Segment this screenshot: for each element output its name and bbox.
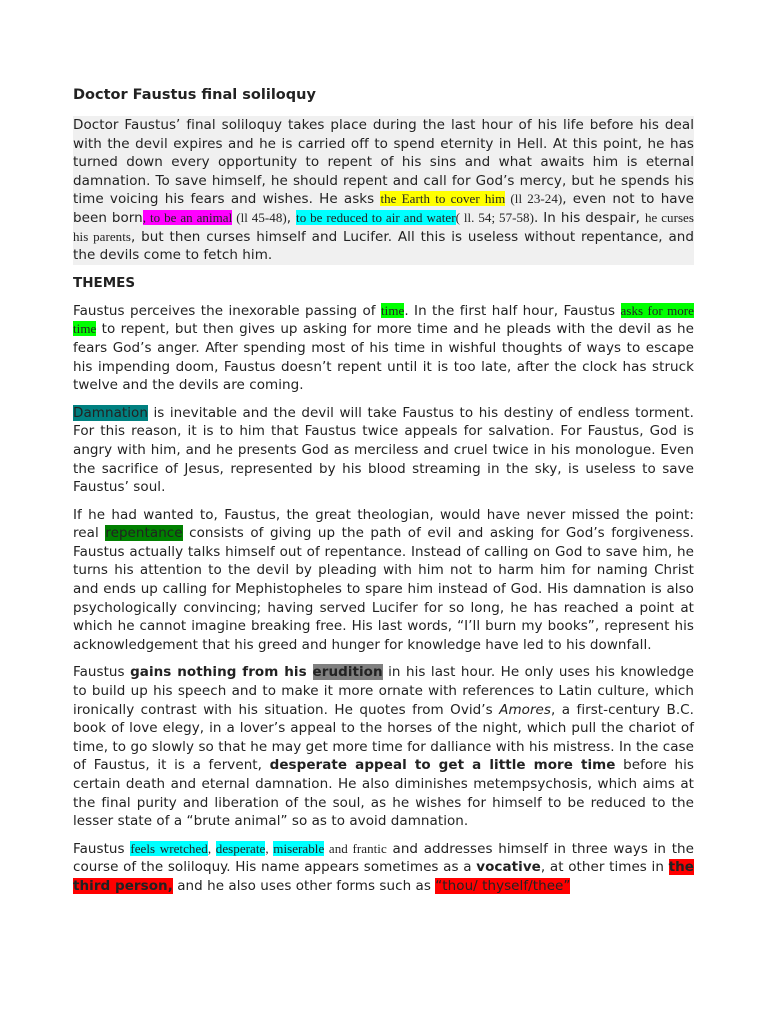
curses-parents: he curses his parents (73, 209, 694, 244)
document-title: Doctor Faustus final soliloquy (73, 87, 316, 103)
intro-text: , even not to have been born (73, 191, 695, 226)
line-ref: (ll 45-48) (232, 209, 287, 225)
theme-address-paragraph (73, 840, 694, 896)
intro-text: Doctor Faustus’ final soliloquy takes place during the last hour of his life before his deal with the devil expires and he is carried off to spend eternity in Hell. At this point, he has turned down every opportunity to repent of his sins and what awaits him is eternal damnation. To save himself, he should repent and call for God’s mercy, but he spends his time voicing his fears and wishes. He asks (73, 117, 694, 208)
highlight-miserable: miserable (273, 840, 325, 856)
bold-vocative: vocative (476, 859, 541, 876)
body-text: , at other times in (540, 859, 669, 876)
body-text: and he also uses other forms such as (172, 877, 436, 894)
highlight-animal: , to be an animal (142, 209, 233, 225)
frantic-text: and frantic (324, 840, 387, 856)
highlight-air: to be reduced to air and water (296, 209, 456, 225)
body-text: to repent, but then gives up asking for more time and he pleads with the devil as he fears God’s anger. After spending most of his time in wishful thoughts of ways to escape his impending doom, Faustus doesn’t repent until it is too late, after the clock has struck twelve and the devils are coming. (73, 321, 694, 394)
body-text: , a first-century B.C. book of love elegy, in a lover’s appeal to the horses of the night, which pull the chariot of time, to go slowly so that he may get more time for dalliance with his mistress. In the case of Faustus, it is a fervent, (73, 701, 694, 774)
theme-erudition-paragraph (73, 663, 694, 830)
body-text: . In the first half hour, Faustus (404, 302, 621, 319)
highlight-third-person: the third person, (73, 859, 694, 894)
highlight-desperate: desperate (215, 840, 266, 856)
bold-gains-nothing: gains nothing from his (130, 664, 313, 681)
highlight-erudition: erudition (312, 664, 383, 681)
body-text: and addresses himself in three ways in the course of the soliloquy. His name appears sometimes as a (73, 840, 695, 876)
highlight-earth: the Earth to cover him (380, 191, 506, 207)
line-ref: (ll 23-24) (505, 191, 563, 207)
intro-paragraph (73, 116, 694, 265)
highlight-damnation: Damnation (73, 404, 148, 421)
highlight-asks-more-time: asks for more time (73, 302, 695, 337)
comma: , (207, 840, 216, 856)
body-text: If he had wanted to, Faustus, the great theologian, would have never missed the point: real (73, 506, 694, 542)
comma: , (265, 840, 274, 856)
intro-text: . In his despair, (533, 209, 645, 226)
body-text: Faustus (73, 664, 131, 681)
intro-text: , but then curses himself and Lucifer. All this is useless without repentance, and the devils come to fetch him. (73, 228, 694, 264)
theme-damnation-paragraph (73, 404, 694, 497)
theme-time-paragraph (73, 302, 694, 395)
line-ref: ( ll. 54; 57-58) (455, 209, 534, 225)
bold-desperate-appeal: desperate appeal to get a little more time (269, 757, 616, 774)
body-text: before his certain death and eternal damnation. He also diminishes metempsychosis, which aims at the final purity and liberation of the soul, as he wishes for himself to be reduced to the lesser state of a “brute animal” so as to avoid damnation. (73, 757, 695, 830)
body-text: Faustus (73, 840, 131, 857)
document-page (73, 84, 694, 905)
highlight-repentance: repentance (105, 525, 183, 542)
body-text: consists of giving up the path of evil and asking for God’s forgiveness. Faustus actually talks himself out of repentance. Instead of calling on God to save him, he turns his attention to the devil by pleading with him not to harm him for naming Christ and ends up calling for Mephistopheles to spare him instead of God. His damnation is also psychologically convincing; having served Lucifer for so long, he has reached a point at which he cannot imagine breaking free. His last words, “I’ll burn my books”, represent his acknowledgement that his greed and hunger for knowledge have led to his downfall. (73, 525, 694, 653)
themes-heading: THEMES (73, 274, 136, 291)
theme-repentance-paragraph (73, 506, 694, 655)
italic-amores: Amores (499, 701, 551, 718)
highlight-feels-wretched: feels wretched (130, 840, 208, 856)
body-text: Faustus perceives the inexorable passing of (73, 302, 381, 319)
highlight-thou-thyself-thee: “thou/ thyself/thee” (435, 877, 571, 894)
body-text: in his last hour. He only uses his knowledge to build up his speech and to make it more ornate with references to Latin culture, which ironically contrast with his situation. He quotes from Ovid’s (73, 664, 694, 718)
body-text: is inevitable and the devil will take Faustus to his destiny of endless torment. For this reason, it is to him that Faustus twice appeals for salvation. For Faustus, God is angry with him, and he presents God as merciless and cruel twice in his monologue. Even the sacrifice of Jesus, represented by his blood streaming in the sky, is useless to save Faustus’ soul. (73, 404, 694, 496)
highlight-time: time (381, 302, 405, 318)
intro-text: , (286, 209, 297, 226)
